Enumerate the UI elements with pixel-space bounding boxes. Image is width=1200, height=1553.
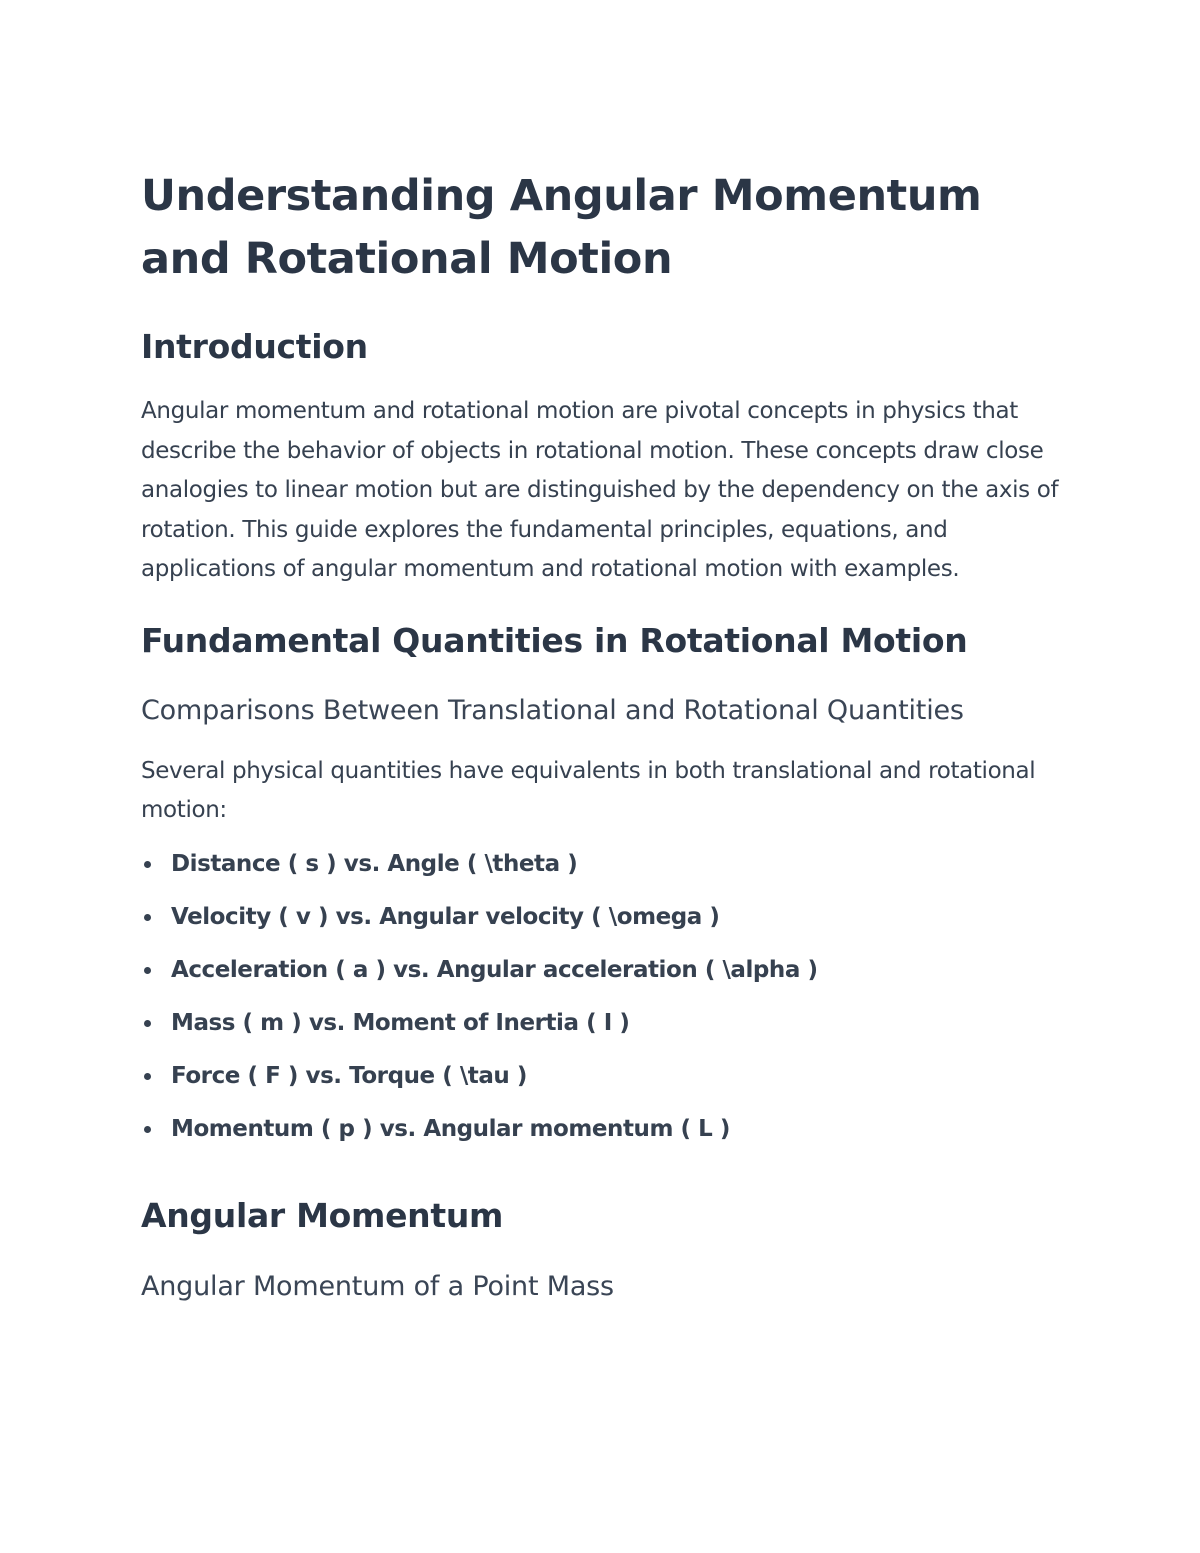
bullet-icon	[144, 861, 151, 868]
bullet-icon	[144, 1126, 151, 1133]
list-item-text: Velocity ( v ) vs. Angular velocity ( \omega )	[171, 903, 720, 930]
list-item	[141, 901, 1060, 954]
list-item-text: Momentum ( p ) vs. Angular momentum ( L )	[171, 1115, 730, 1142]
list-item-text: Mass ( m ) vs. Moment of Inertia ( I )	[171, 1009, 630, 1036]
list-item	[141, 1060, 1060, 1113]
list-item-text: Acceleration ( a ) vs. Angular acceleration ( \alpha )	[171, 956, 818, 983]
subheading-comparisons: Comparisons Between Translational and Rotational Quantities	[141, 694, 964, 726]
list-item-text: Force ( F ) vs. Torque ( \tau )	[171, 1062, 527, 1089]
bullet-icon	[144, 1073, 151, 1080]
heading-fundamental-quantities: Fundamental Quantities in Rotational Motion	[141, 620, 968, 660]
document-title: Understanding Angular Momentum and Rotational Motion	[141, 171, 982, 284]
heading-angular-momentum: Angular Momentum	[141, 1195, 504, 1235]
bullet-icon	[144, 967, 151, 974]
comparisons-paragraph: Several physical quantities have equivalents in both translational and rotational motion:	[141, 757, 1036, 823]
list-item	[141, 848, 1060, 901]
list-item	[141, 1113, 1060, 1166]
introduction-paragraph: Angular momentum and rotational motion are pivotal concepts in physics that describe the behavior of objects in rotational motion. These concepts draw close analogies to linear motion but are distinguished by the dependency on the axis of rotation. This guide explores the fundamental principles, equations, and applications of angular momentum and rotational motion with examples.	[141, 398, 1059, 582]
bullet-icon	[144, 914, 151, 921]
bullet-icon	[144, 1020, 151, 1027]
subheading-point-mass: Angular Momentum of a Point Mass	[141, 1270, 614, 1302]
heading-introduction: Introduction	[141, 327, 368, 366]
list-item-text: Distance ( s ) vs. Angle ( \theta )	[171, 850, 578, 877]
list-item	[141, 1007, 1060, 1060]
comparison-list	[141, 848, 1060, 1166]
list-item	[141, 954, 1060, 1007]
